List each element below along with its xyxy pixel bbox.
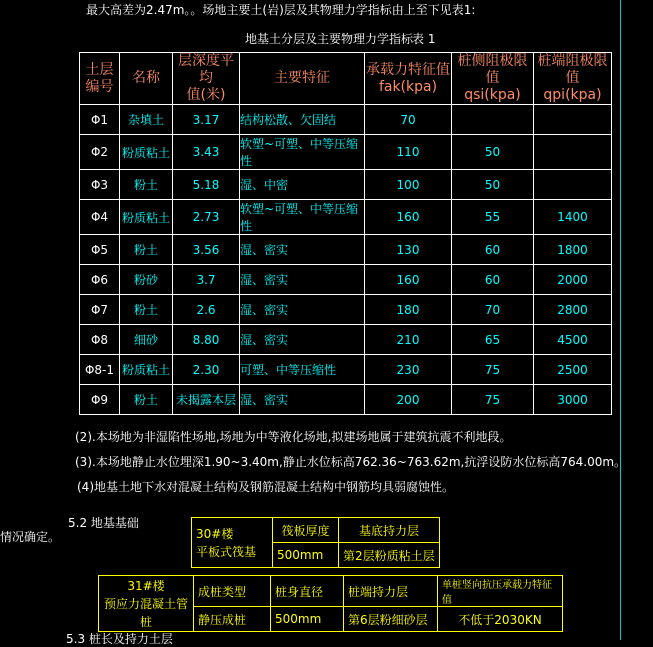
fak-value: 200 [365,385,452,415]
pile-end-layer-header: 桩端持力层 [344,576,438,607]
layer-features: 湿、密实 [240,265,365,295]
layer-no: Φ3 [80,170,120,200]
pile-capacity-value: 不低于2030KN [438,607,563,632]
bearing-layer-value: 第2层粉质粘土层 [339,543,440,568]
layer-no: Φ1 [80,105,120,135]
layer-depth: 2.6 [173,295,240,325]
raft-thickness-header: 筏板厚度 [273,518,339,543]
layer-name: 粉质粘土 [120,200,173,235]
layer-no: Φ6 [80,265,120,295]
qsi-value: 50 [452,135,534,170]
layer-no: Φ8 [80,325,120,355]
layer-no: Φ4 [80,200,120,235]
layer-features: 软塑~可塑、中等压缩性 [240,200,365,235]
section-heading-5-3: 5.3 桩长及持力土层 [66,632,173,646]
layer-depth: 3.43 [173,135,240,170]
layer-features: 结构松散、欠固结 [240,105,365,135]
qpi-value [534,170,612,200]
soil-layer-table [79,52,612,415]
qsi-value: 65 [452,325,534,355]
qsi-value: 60 [452,265,534,295]
layer-name: 粉质粘土 [120,355,173,385]
pile-diameter-value: 500mm [271,607,344,632]
qpi-value: 2800 [534,295,612,325]
layer-name: 细砂 [120,325,173,355]
layer-depth: 3.17 [173,105,240,135]
layer-features: 可塑、中等压缩性 [240,355,365,385]
layer-depth: 3.7 [173,265,240,295]
qsi-value: 70 [452,295,534,325]
layer-depth: 3.56 [173,235,240,265]
fak-value: 100 [365,170,452,200]
bearing-layer-header: 基底持力层 [339,518,440,543]
layer-name: 粉土 [120,295,173,325]
layer-features: 湿、中密 [240,170,365,200]
layer-name: 粉砂 [120,265,173,295]
qpi-value: 4500 [534,325,612,355]
table-row [80,325,612,355]
layer-no: Φ9 [80,385,120,415]
building-31-name: 31#楼 [127,578,165,593]
table-row [80,385,612,415]
layer-features: 湿、密实 [240,325,365,355]
layer-features: 湿、密实 [240,385,365,415]
qpi-value: 1800 [534,235,612,265]
pile-type-header: 成桩类型 [194,576,271,607]
table-row [80,355,612,385]
layer-depth: 5.18 [173,170,240,200]
table-row [80,235,612,265]
qsi-value [452,105,534,135]
header-layer-no: 土层 编号 [80,53,120,105]
building-31-pile-table [98,575,563,632]
table-row [80,295,612,325]
layer-name: 杂填土 [120,105,173,135]
layer-name: 粉土 [120,170,173,200]
qsi-value: 75 [452,355,534,385]
fak-value: 110 [365,135,452,170]
qpi-value [534,135,612,170]
header-depth: 层深度平均 值(米) [173,53,240,105]
qsi-value: 50 [452,170,534,200]
header-qsi: 桩侧阻极限值 qsi(kpa) [452,53,534,105]
header-name: 名称 [120,53,173,105]
pile-capacity-header: 单桩竖向抗压承载力特征值 [438,576,563,607]
layer-no: Φ8-1 [80,355,120,385]
layer-name: 粉土 [120,235,173,265]
building-31-type: 预应力混凝土管桩 [103,596,188,629]
header-qpi: 桩端阻极限值 qpi(kpa) [534,53,612,105]
layer-features: 湿、密实 [240,295,365,325]
layer-depth: 8.80 [173,325,240,355]
layer-features: 软塑~可塑、中等压缩性 [240,135,365,170]
qpi-value: 3000 [534,385,612,415]
layer-name: 粉质粘土 [120,135,173,170]
fak-value: 70 [365,105,452,135]
qsi-value: 75 [452,385,534,415]
table-header-row [80,53,612,105]
fak-value: 130 [365,235,452,265]
pile-diameter-header: 桩身直径 [271,576,344,607]
layer-no: Φ2 [80,135,120,170]
qpi-value: 1400 [534,200,612,235]
layer-no: Φ5 [80,235,120,265]
table-row [80,105,612,135]
fak-value: 160 [365,200,452,235]
qpi-value [534,105,612,135]
building-30-foundation-table [191,517,440,568]
building-30-type: 平板式筏基 [196,544,257,559]
table-row [80,265,612,295]
raft-thickness-value: 500mm [273,543,339,568]
qpi-value: 2500 [534,355,612,385]
layer-no: Φ7 [80,295,120,325]
qsi-value: 55 [452,200,534,235]
left-fragment-text: 情况确定。 [0,530,61,544]
pile-type-value: 静压成桩 [194,607,271,632]
section-heading-5-2: 5.2 地基基础 [68,516,139,530]
table-row [80,200,612,235]
fak-value: 160 [365,265,452,295]
drawing-boundary-line [620,0,621,640]
table-number: 表 1 [412,32,436,46]
fak-value: 210 [365,325,452,355]
note-4: (4)地基土地下水对混凝土结构及钢筋混凝土结构中钢筋均具弱腐蚀性。 [77,480,455,494]
layer-name: 粉土 [120,385,173,415]
note-3: (3).本场地静止水位埋深1.90~3.40m,静止水位标高762.36~763.62m,抗浮设防水位标高764.00m。 [75,455,627,469]
layer-depth: 未揭露本层 [173,385,240,415]
fak-value: 180 [365,295,452,325]
header-features: 主要特征 [240,53,365,105]
note-2: (2).本场地为非湿陷性场地,场地为中等液化场地,拟建场地属于建筑抗震不利地段。 [75,430,512,444]
layer-features: 湿、密实 [240,235,365,265]
intro-text: 最大高差为2.47m。。场地主要土(岩)层及其物理力学指标由上至下见表1: [86,3,476,17]
qpi-value: 2000 [534,265,612,295]
table-row [80,170,612,200]
table-title: 地基土分层及主要物理力学指标 [245,32,414,46]
table-row [80,135,612,170]
pile-end-layer-value: 第6层粉细砂层 [344,607,438,632]
layer-depth: 2.30 [173,355,240,385]
fak-value: 230 [365,355,452,385]
layer-depth: 2.73 [173,200,240,235]
qsi-value: 60 [452,235,534,265]
header-fak: 承载力特征值 fak(kpa) [365,53,452,105]
building-30-name: 30#楼 [196,526,234,541]
